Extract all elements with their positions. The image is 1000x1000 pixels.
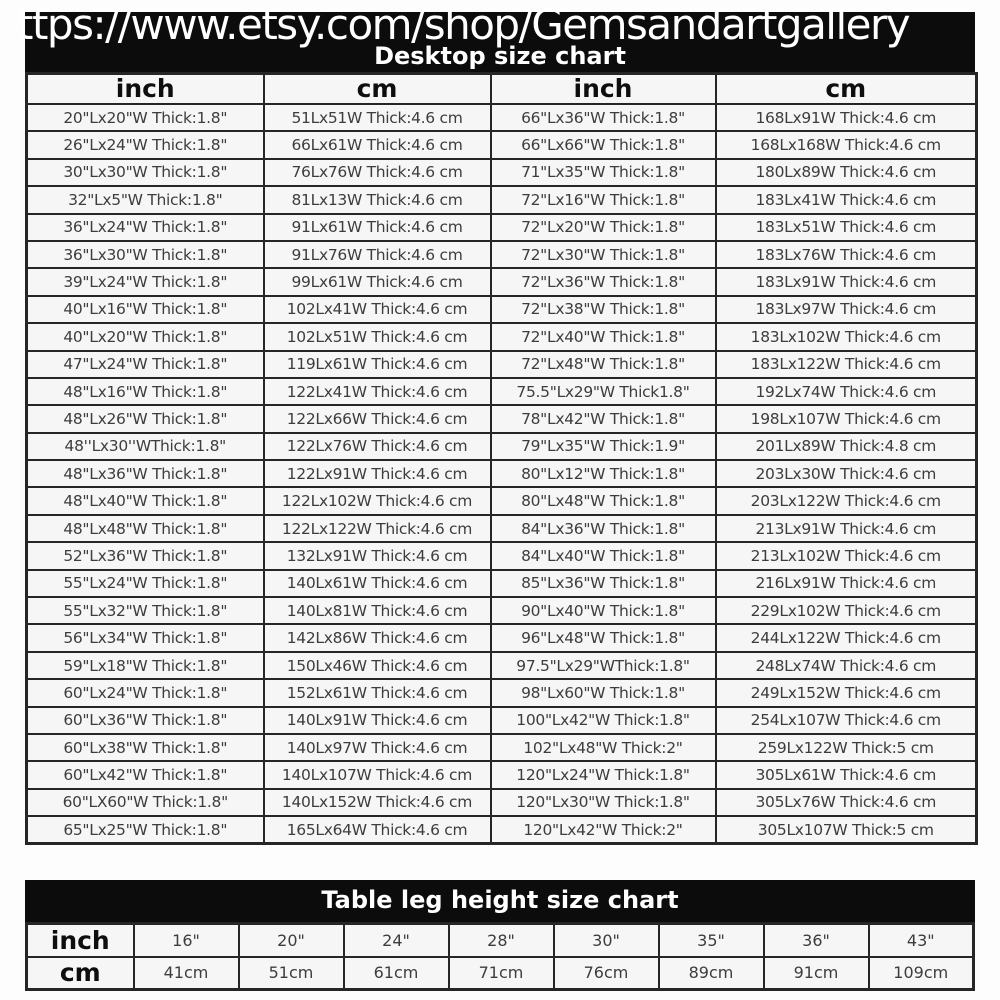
size-cell-inch: 84"Lx36"W Thick:1.8" bbox=[491, 515, 716, 542]
size-cell-cm: 99Lx61W Thick:4.6 cm bbox=[264, 268, 491, 295]
leg-row-label: cm bbox=[27, 957, 134, 990]
size-cell-cm: 213Lx102W Thick:4.6 cm bbox=[716, 542, 977, 569]
size-cell-inch: 72"Lx40"W Thick:1.8" bbox=[491, 323, 716, 350]
size-cell-inch: 71"Lx35"W Thick:1.8" bbox=[491, 159, 716, 186]
size-cell-inch: 59"Lx18"W Thick:1.8" bbox=[27, 652, 264, 679]
table-row bbox=[27, 542, 977, 569]
size-cell-cm: 168Lx91W Thick:4.6 cm bbox=[716, 104, 977, 131]
table-row bbox=[27, 351, 977, 378]
size-cell-cm: 165Lx64W Thick:4.6 cm bbox=[264, 816, 491, 843]
leg-chart-banner bbox=[25, 880, 975, 922]
size-cell-inch: 72"Lx16"W Thick:1.8" bbox=[491, 186, 716, 213]
size-cell-cm: 198Lx107W Thick:4.6 cm bbox=[716, 405, 977, 432]
column-header-inch-2: inch bbox=[491, 74, 716, 105]
size-cell-cm: 183Lx122W Thick:4.6 cm bbox=[716, 351, 977, 378]
table-row bbox=[27, 679, 977, 706]
size-cell-inch: 60"Lx38"W Thick:1.8" bbox=[27, 734, 264, 761]
size-cell-inch: 120"Lx24"W Thick:1.8" bbox=[491, 761, 716, 788]
size-cell-inch: 52"Lx36"W Thick:1.8" bbox=[27, 542, 264, 569]
table-row bbox=[27, 433, 977, 460]
leg-row-cm bbox=[27, 957, 974, 990]
size-cell-cm: 122Lx66W Thick:4.6 cm bbox=[264, 405, 491, 432]
size-cell-inch: 60"Lx36"W Thick:1.8" bbox=[27, 707, 264, 734]
table-row bbox=[27, 734, 977, 761]
leg-chart-title: Table leg height size chart bbox=[321, 886, 679, 915]
size-cell-inch: 48''Lx30''WThick:1.8" bbox=[27, 433, 264, 460]
size-cell-inch: 72"Lx20"W Thick:1.8" bbox=[491, 214, 716, 241]
size-cell-inch: 60"Lx42"W Thick:1.8" bbox=[27, 761, 264, 788]
leg-value-cell: 20" bbox=[239, 924, 344, 957]
size-cell-inch: 40"Lx20"W Thick:1.8" bbox=[27, 323, 264, 350]
size-cell-cm: 183Lx76W Thick:4.6 cm bbox=[716, 241, 977, 268]
table-row bbox=[27, 159, 977, 186]
size-cell-cm: 122Lx122W Thick:4.6 cm bbox=[264, 515, 491, 542]
table-row bbox=[27, 378, 977, 405]
size-cell-inch: 102"Lx48"W Thick:2" bbox=[491, 734, 716, 761]
size-cell-inch: 36"Lx30"W Thick:1.8" bbox=[27, 241, 264, 268]
size-cell-cm: 140Lx81W Thick:4.6 cm bbox=[264, 597, 491, 624]
size-cell-cm: 183Lx51W Thick:4.6 cm bbox=[716, 214, 977, 241]
size-cell-inch: 39"Lx24"W Thick:1.8" bbox=[27, 268, 264, 295]
table-row bbox=[27, 707, 977, 734]
size-cell-cm: 51Lx51W Thick:4.6 cm bbox=[264, 104, 491, 131]
size-cell-cm: 66Lx61W Thick:4.6 cm bbox=[264, 131, 491, 158]
size-cell-cm: 122Lx41W Thick:4.6 cm bbox=[264, 378, 491, 405]
size-cell-inch: 80"Lx48"W Thick:1.8" bbox=[491, 487, 716, 514]
size-cell-cm: 91Lx76W Thick:4.6 cm bbox=[264, 241, 491, 268]
size-cell-inch: 30"Lx30"W Thick:1.8" bbox=[27, 159, 264, 186]
table-row bbox=[27, 515, 977, 542]
size-cell-cm: 254Lx107W Thick:4.6 cm bbox=[716, 707, 977, 734]
size-cell-cm: 122Lx76W Thick:4.6 cm bbox=[264, 433, 491, 460]
table-row bbox=[27, 652, 977, 679]
table-row bbox=[27, 323, 977, 350]
size-cell-cm: 305Lx76W Thick:4.6 cm bbox=[716, 789, 977, 816]
table-row bbox=[27, 241, 977, 268]
size-cell-inch: 47"Lx24"W Thick:1.8" bbox=[27, 351, 264, 378]
desktop-chart-banner bbox=[17, 3, 975, 72]
size-cell-inch: 72"Lx36"W Thick:1.8" bbox=[491, 268, 716, 295]
column-header-inch-0: inch bbox=[27, 74, 264, 105]
size-cell-inch: 48"Lx40"W Thick:1.8" bbox=[27, 487, 264, 514]
size-cell-cm: 259Lx122W Thick:5 cm bbox=[716, 734, 977, 761]
table-row bbox=[27, 789, 977, 816]
size-cell-cm: 142Lx86W Thick:4.6 cm bbox=[264, 624, 491, 651]
size-cell-cm: 91Lx61W Thick:4.6 cm bbox=[264, 214, 491, 241]
leg-row-inch bbox=[27, 924, 974, 957]
leg-value-cell: 30" bbox=[554, 924, 659, 957]
size-cell-cm: 183Lx41W Thick:4.6 cm bbox=[716, 186, 977, 213]
table-row bbox=[27, 186, 977, 213]
size-cell-inch: 65"Lx25"W Thick:1.8" bbox=[27, 816, 264, 843]
size-cell-inch: 72"Lx48"W Thick:1.8" bbox=[491, 351, 716, 378]
size-cell-inch: 48"Lx48"W Thick:1.8" bbox=[27, 515, 264, 542]
size-cell-cm: 180Lx89W Thick:4.6 cm bbox=[716, 159, 977, 186]
size-cell-inch: 66"Lx66"W Thick:1.8" bbox=[491, 131, 716, 158]
size-cell-cm: 122Lx91W Thick:4.6 cm bbox=[264, 460, 491, 487]
leg-height-table-body bbox=[27, 924, 974, 990]
table-row bbox=[27, 460, 977, 487]
size-cell-inch: 48"Lx36"W Thick:1.8" bbox=[27, 460, 264, 487]
size-cell-cm: 213Lx91W Thick:4.6 cm bbox=[716, 515, 977, 542]
size-cell-cm: 81Lx13W Thick:4.6 cm bbox=[264, 186, 491, 213]
size-cell-cm: 140Lx97W Thick:4.6 cm bbox=[264, 734, 491, 761]
size-cell-inch: 26"Lx24"W Thick:1.8" bbox=[27, 131, 264, 158]
size-cell-cm: 140Lx107W Thick:4.6 cm bbox=[264, 761, 491, 788]
desktop-size-table-head bbox=[27, 74, 977, 105]
size-cell-cm: 183Lx97W Thick:4.6 cm bbox=[716, 296, 977, 323]
size-cell-cm: 183Lx102W Thick:4.6 cm bbox=[716, 323, 977, 350]
table-row bbox=[27, 816, 977, 843]
size-cell-inch: 98"Lx60"W Thick:1.8" bbox=[491, 679, 716, 706]
table-row bbox=[27, 405, 977, 432]
size-cell-inch: 78"Lx42"W Thick:1.8" bbox=[491, 405, 716, 432]
size-cell-cm: 305Lx61W Thick:4.6 cm bbox=[716, 761, 977, 788]
size-cell-inch: 36"Lx24"W Thick:1.8" bbox=[27, 214, 264, 241]
size-cell-cm: 140Lx152W Thick:4.6 cm bbox=[264, 789, 491, 816]
table-row bbox=[27, 268, 977, 295]
leg-row-label: inch bbox=[27, 924, 134, 957]
size-cell-inch: 80"Lx12"W Thick:1.8" bbox=[491, 460, 716, 487]
leg-value-cell: 109cm bbox=[869, 957, 974, 990]
size-cell-cm: 140Lx61W Thick:4.6 cm bbox=[264, 570, 491, 597]
size-cell-cm: 216Lx91W Thick:4.6 cm bbox=[716, 570, 977, 597]
leg-value-cell: 36" bbox=[764, 924, 869, 957]
header-row bbox=[27, 74, 977, 105]
size-cell-inch: 60"Lx24"W Thick:1.8" bbox=[27, 679, 264, 706]
table-row bbox=[27, 104, 977, 131]
leg-value-cell: 51cm bbox=[239, 957, 344, 990]
leg-value-cell: 35" bbox=[659, 924, 764, 957]
leg-value-cell: 61cm bbox=[344, 957, 449, 990]
desktop-size-table-body bbox=[27, 104, 977, 844]
table-row bbox=[27, 214, 977, 241]
leg-value-cell: 41cm bbox=[134, 957, 239, 990]
size-cell-cm: 122Lx102W Thick:4.6 cm bbox=[264, 487, 491, 514]
leg-value-cell: 91cm bbox=[764, 957, 869, 990]
leg-value-cell: 28" bbox=[449, 924, 554, 957]
size-cell-inch: 40"Lx16"W Thick:1.8" bbox=[27, 296, 264, 323]
desktop-chart-title: Desktop size chart bbox=[374, 42, 626, 70]
size-cell-inch: 97.5"Lx29"WThick:1.8" bbox=[491, 652, 716, 679]
size-cell-cm: 248Lx74W Thick:4.6 cm bbox=[716, 652, 977, 679]
size-cell-cm: 102Lx41W Thick:4.6 cm bbox=[264, 296, 491, 323]
size-cell-cm: 102Lx51W Thick:4.6 cm bbox=[264, 323, 491, 350]
etsy-url-watermark: ttps://www.etsy.com/shop/Gemsandartgallery bbox=[17, 3, 910, 49]
table-row bbox=[27, 761, 977, 788]
size-cell-inch: 55"Lx24"W Thick:1.8" bbox=[27, 570, 264, 597]
size-cell-cm: 201Lx89W Thick:4.8 cm bbox=[716, 433, 977, 460]
desktop-size-table bbox=[25, 72, 978, 845]
size-cell-cm: 229Lx102W Thick:4.6 cm bbox=[716, 597, 977, 624]
size-cell-inch: 90"Lx40"W Thick:1.8" bbox=[491, 597, 716, 624]
size-cell-inch: 75.5"Lx29"W Thick1.8" bbox=[491, 378, 716, 405]
size-cell-cm: 152Lx61W Thick:4.6 cm bbox=[264, 679, 491, 706]
size-cell-inch: 120"Lx42"W Thick:2" bbox=[491, 816, 716, 843]
size-cell-cm: 132Lx91W Thick:4.6 cm bbox=[264, 542, 491, 569]
table-row bbox=[27, 597, 977, 624]
table-row bbox=[27, 487, 977, 514]
size-cell-cm: 244Lx122W Thick:4.6 cm bbox=[716, 624, 977, 651]
leg-value-cell: 24" bbox=[344, 924, 449, 957]
size-cell-cm: 150Lx46W Thick:4.6 cm bbox=[264, 652, 491, 679]
table-row bbox=[27, 296, 977, 323]
size-cell-cm: 203Lx30W Thick:4.6 cm bbox=[716, 460, 977, 487]
leg-value-cell: 76cm bbox=[554, 957, 659, 990]
size-cell-inch: 100"Lx42"W Thick:1.8" bbox=[491, 707, 716, 734]
size-cell-inch: 60"LX60"W Thick:1.8" bbox=[27, 789, 264, 816]
size-cell-inch: 85"Lx36"W Thick:1.8" bbox=[491, 570, 716, 597]
leg-value-cell: 43" bbox=[869, 924, 974, 957]
size-cell-inch: 32"Lx5"W Thick:1.8" bbox=[27, 186, 264, 213]
size-cell-cm: 249Lx152W Thick:4.6 cm bbox=[716, 679, 977, 706]
size-cell-cm: 140Lx91W Thick:4.6 cm bbox=[264, 707, 491, 734]
size-cell-inch: 84"Lx40"W Thick:1.8" bbox=[491, 542, 716, 569]
column-header-cm-3: cm bbox=[716, 74, 977, 105]
size-cell-cm: 76Lx76W Thick:4.6 cm bbox=[264, 159, 491, 186]
size-cell-inch: 48"Lx16"W Thick:1.8" bbox=[27, 378, 264, 405]
size-cell-inch: 48"Lx26"W Thick:1.8" bbox=[27, 405, 264, 432]
table-row bbox=[27, 131, 977, 158]
size-cell-inch: 20"Lx20"W Thick:1.8" bbox=[27, 104, 264, 131]
leg-value-cell: 71cm bbox=[449, 957, 554, 990]
size-cell-inch: 56"Lx34"W Thick:1.8" bbox=[27, 624, 264, 651]
table-row bbox=[27, 570, 977, 597]
size-cell-cm: 119Lx61W Thick:4.6 cm bbox=[264, 351, 491, 378]
size-cell-inch: 55"Lx32"W Thick:1.8" bbox=[27, 597, 264, 624]
size-cell-cm: 192Lx74W Thick:4.6 cm bbox=[716, 378, 977, 405]
size-cell-inch: 72"Lx38"W Thick:1.8" bbox=[491, 296, 716, 323]
size-cell-inch: 66"Lx36"W Thick:1.8" bbox=[491, 104, 716, 131]
size-cell-inch: 96"Lx48"W Thick:1.8" bbox=[491, 624, 716, 651]
column-header-cm-1: cm bbox=[264, 74, 491, 105]
size-cell-inch: 79"Lx35"W Thick:1.9" bbox=[491, 433, 716, 460]
size-cell-inch: 72"Lx30"W Thick:1.8" bbox=[491, 241, 716, 268]
size-cell-inch: 120"Lx30"W Thick:1.8" bbox=[491, 789, 716, 816]
leg-value-cell: 89cm bbox=[659, 957, 764, 990]
table-row bbox=[27, 624, 977, 651]
size-cell-cm: 183Lx91W Thick:4.6 cm bbox=[716, 268, 977, 295]
size-cell-cm: 305Lx107W Thick:5 cm bbox=[716, 816, 977, 843]
size-cell-cm: 203Lx122W Thick:4.6 cm bbox=[716, 487, 977, 514]
size-cell-cm: 168Lx168W Thick:4.6 cm bbox=[716, 131, 977, 158]
leg-value-cell: 16" bbox=[134, 924, 239, 957]
leg-height-table bbox=[25, 922, 975, 991]
